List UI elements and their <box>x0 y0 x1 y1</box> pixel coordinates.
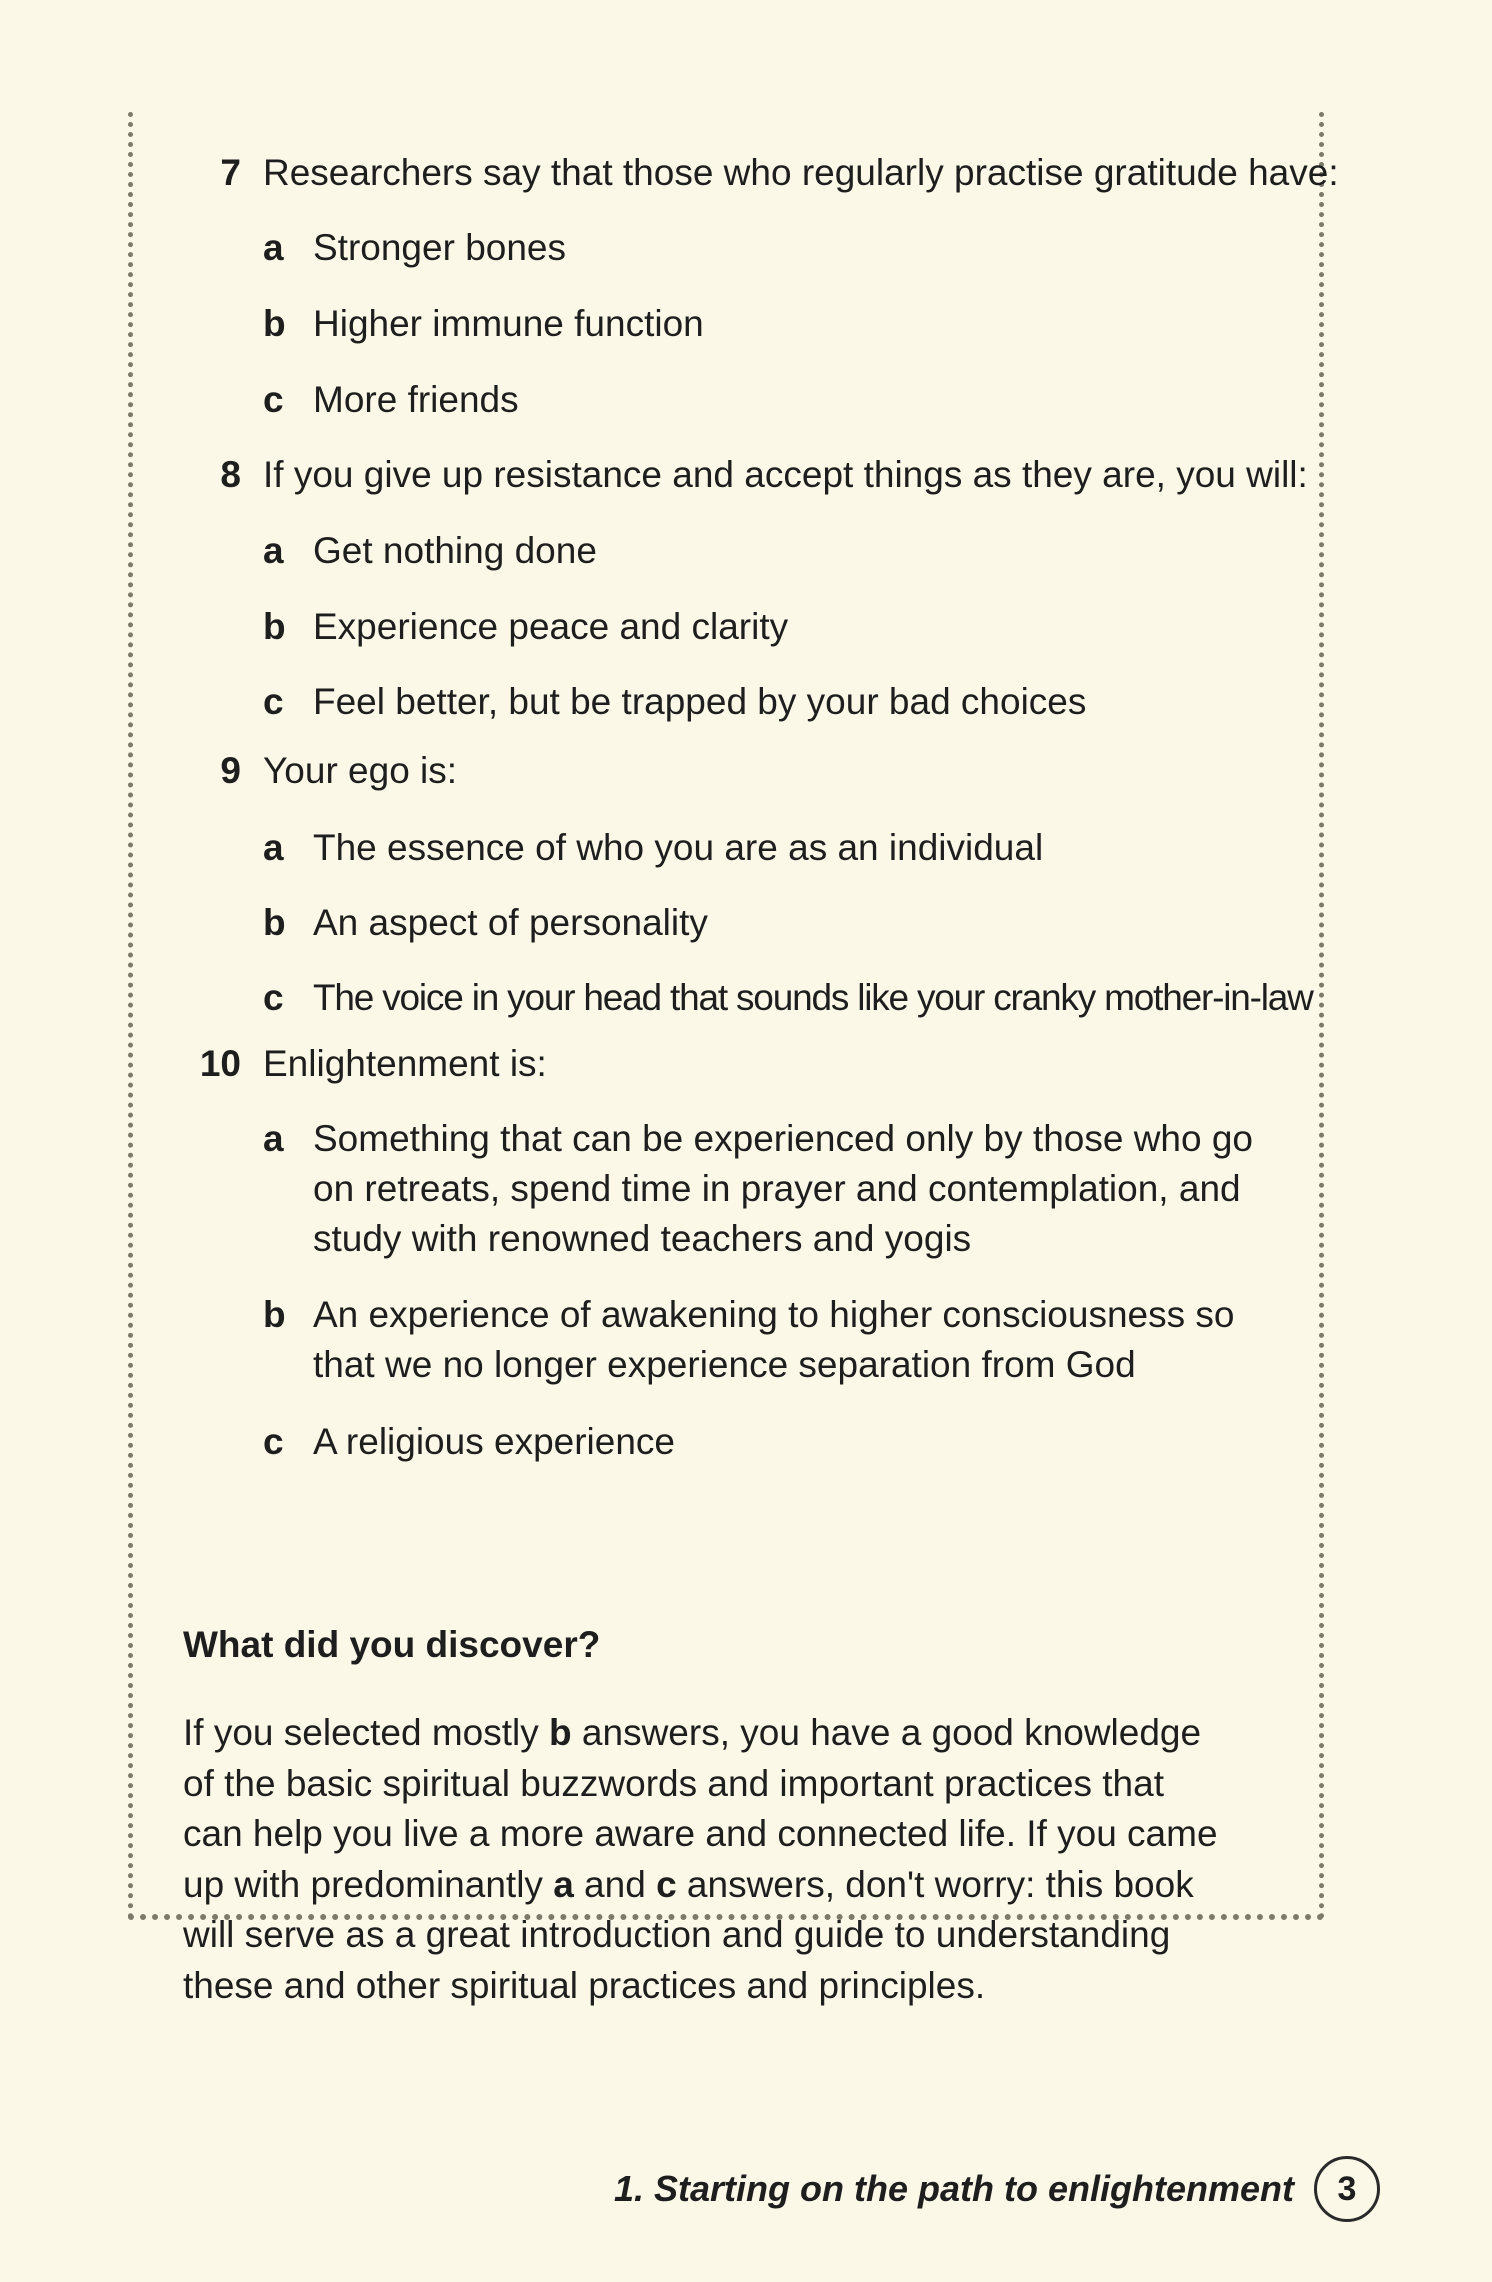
question-text: Enlightenment is: <box>263 1043 547 1084</box>
question-number: 9 <box>220 750 241 791</box>
option-text: The essence of who you are as an individual <box>313 827 1044 868</box>
quiz-box <box>128 112 1339 2006</box>
option-letter: c <box>263 1421 284 1462</box>
results-bold-letter: c <box>656 1863 677 1905</box>
option-letter: c <box>263 977 283 1018</box>
question-text: Your ego is: <box>263 750 458 791</box>
page-footer <box>614 2156 1380 2222</box>
option-letter: b <box>263 902 286 943</box>
option-letter: b <box>263 606 286 647</box>
option-letter: a <box>263 827 284 868</box>
results-text: If you selected mostly <box>183 1712 550 1753</box>
option-letter: a <box>263 530 284 571</box>
option-text: Something that can be experienced only by those who go on retreats, spend time in prayer and contemplation, and study with renowned teachers and yogis <box>313 1118 1254 1259</box>
question-number: 10 <box>199 1043 241 1084</box>
option-text: Feel better, but be trapped by your bad choices <box>313 681 1087 722</box>
option-letter: b <box>263 303 286 344</box>
results-heading: What did you discover? <box>183 1624 601 1665</box>
question-text: If you give up resistance and accept things as they are, you will: <box>263 454 1308 495</box>
option-text: A religious experience <box>313 1421 675 1462</box>
results-bold-letter: a <box>553 1863 574 1905</box>
option-text: Experience peace and clarity <box>313 606 789 647</box>
results-text: and <box>573 1863 657 1905</box>
results-paragraph <box>183 1708 1223 2011</box>
option-letter: b <box>263 1294 286 1335</box>
question-number: 8 <box>220 454 241 495</box>
results-text: answers, don't worry: this book will serve as a great introduction and guide to understanding these and other spiritual practices and principles. <box>183 1863 1194 2006</box>
option-letter: c <box>263 379 284 420</box>
option-text: An experience of awakening to higher consciousness so that we no longer experience separation from God <box>313 1294 1235 1385</box>
option-letter: a <box>263 227 284 268</box>
option-text: Higher immune function <box>313 303 704 344</box>
chapter-title: 1. Starting on the path to enlightenment <box>614 2168 1294 2209</box>
results-bold-letter: b <box>549 1712 572 1753</box>
page-number: 3 <box>1314 2156 1380 2222</box>
question-text: Researchers say that those who regularly practise gratitude have: <box>263 152 1339 193</box>
results-text: answers, you have a good knowledge of the basic spiritual buzzwords and important practices that can help you live a more aware and connected life. If you came up with predominantly <box>183 1712 1218 1905</box>
question-number: 7 <box>220 152 241 193</box>
option-text: The voice in your head that sounds like your cranky mother-in-law <box>313 977 1313 1018</box>
option-text: Stronger bones <box>313 227 567 268</box>
option-letter: a <box>263 1118 284 1159</box>
option-letter: c <box>263 681 284 722</box>
option-text: An aspect of personality <box>313 902 708 943</box>
option-text: Get nothing done <box>313 530 597 571</box>
option-text: More friends <box>313 379 519 420</box>
